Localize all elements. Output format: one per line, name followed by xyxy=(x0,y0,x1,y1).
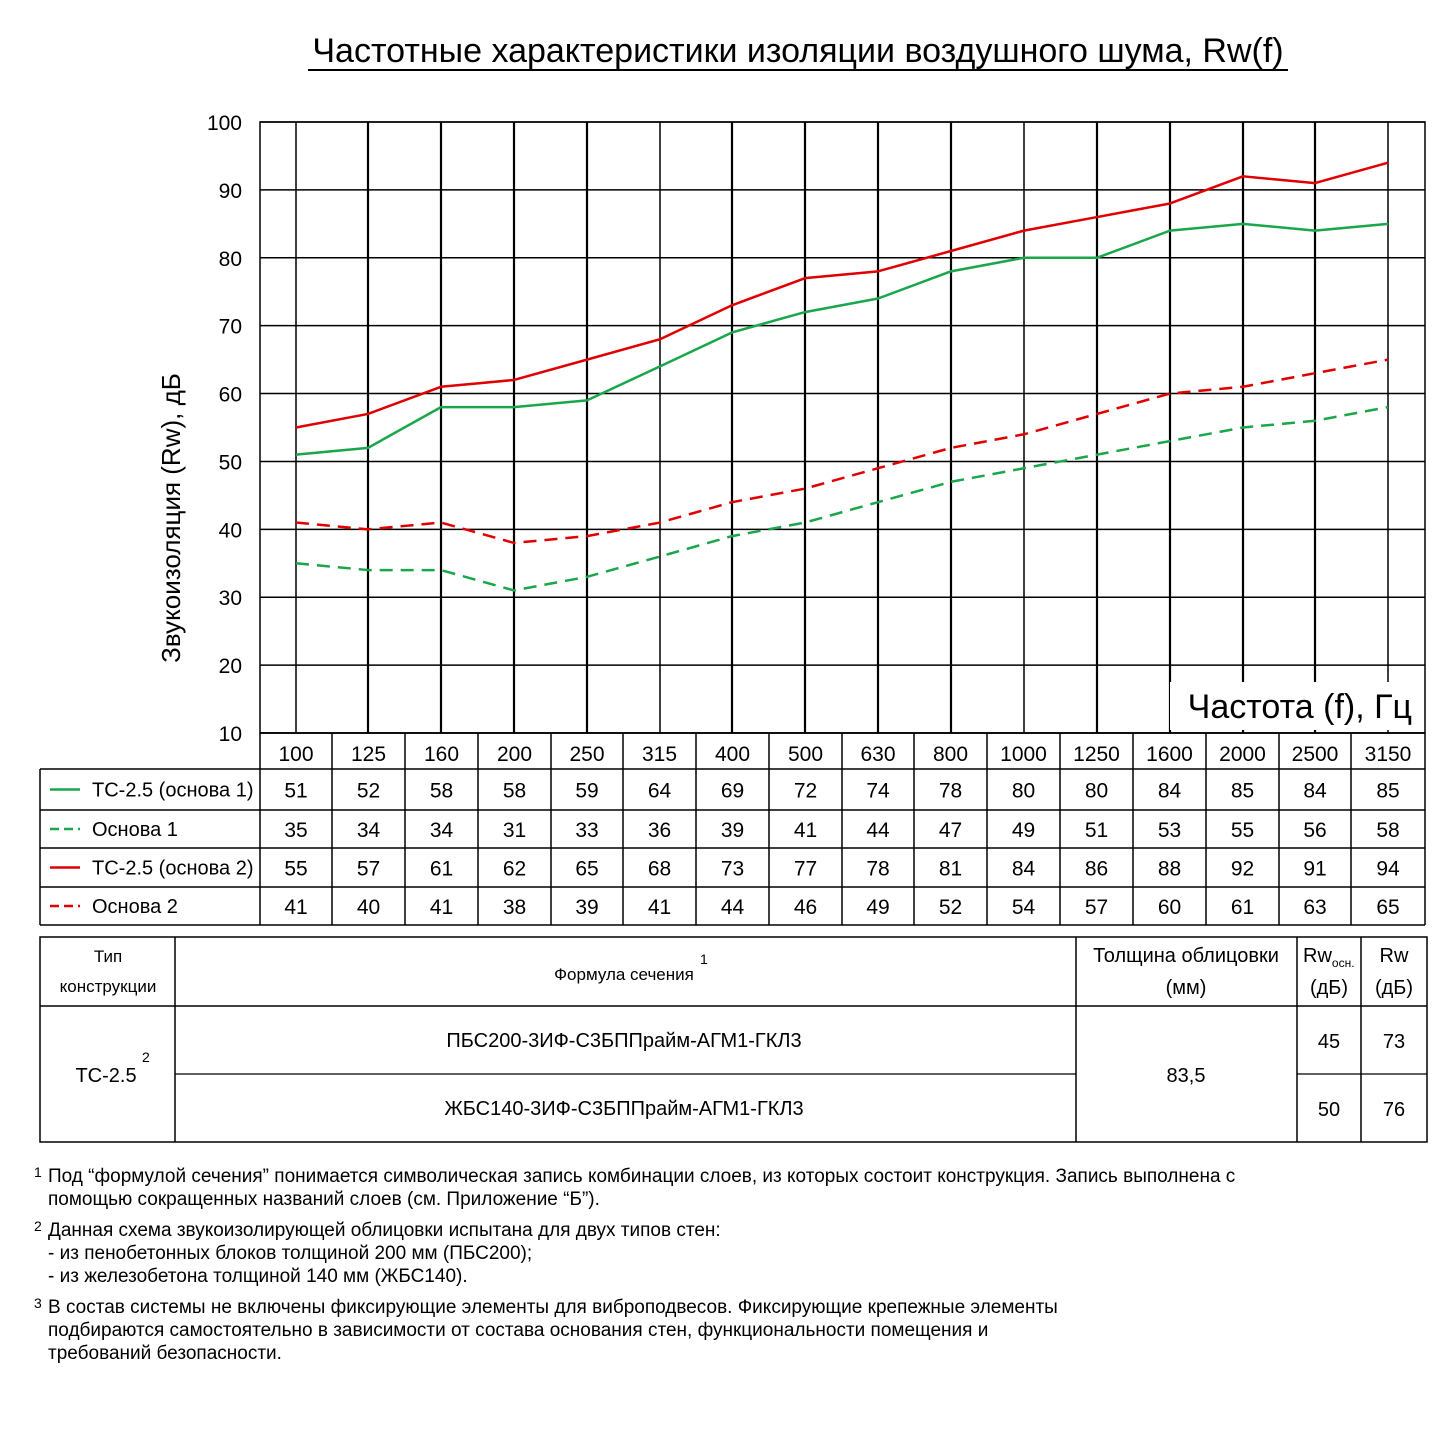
x-tick-label: 500 xyxy=(787,743,824,766)
data-label: 39 xyxy=(575,896,599,919)
data-label: 53 xyxy=(1157,819,1182,842)
footnote-line: подбираются самостоятельно в зависимости от состава основания стен, функциональности помещения и xyxy=(48,1320,989,1341)
x-tick-label: 1600 xyxy=(1146,743,1193,766)
x-tick-label: 400 xyxy=(714,743,751,766)
data-label: 33 xyxy=(575,819,599,842)
data-label: 58 xyxy=(429,779,454,803)
footnote xyxy=(34,1296,1434,1365)
data-label: 61 xyxy=(429,857,454,881)
spec-header-formula: Формула сечения xyxy=(554,965,694,984)
footnote-marker: 3 xyxy=(34,1295,42,1311)
spec-row-rw: 76 xyxy=(1382,1099,1406,1121)
spec-header-formula-sup: 1 xyxy=(700,951,708,967)
data-table xyxy=(40,733,1425,925)
data-label: 57 xyxy=(1084,896,1109,919)
x-axis-label: Частота (f), Гц xyxy=(1187,688,1412,726)
x-tick-label: 250 xyxy=(569,743,605,766)
y-axis-ticks xyxy=(207,112,242,746)
data-label: 58 xyxy=(502,779,527,803)
data-label: 31 xyxy=(502,819,527,842)
data-label: 91 xyxy=(1303,857,1327,881)
data-label: 62 xyxy=(502,857,527,881)
legend-label: Основа 1 xyxy=(92,819,178,841)
data-label: 41 xyxy=(429,896,454,919)
data-label: 85 xyxy=(1376,779,1400,803)
data-label: 54 xyxy=(1011,896,1036,919)
footnote-line: - из пенобетонных блоков толщиной 200 мм (ПБС200); xyxy=(48,1243,533,1264)
data-label: 61 xyxy=(1230,896,1255,919)
data-label: 85 xyxy=(1230,779,1255,803)
x-tick-label: 315 xyxy=(641,743,678,766)
x-tick-label: 2500 xyxy=(1291,743,1339,766)
spec-header-rw-base-sub: осн. xyxy=(1331,956,1355,970)
x-tick-label: 2000 xyxy=(1219,743,1266,766)
y-tick-label: 50 xyxy=(218,451,242,475)
data-label: 41 xyxy=(793,819,818,842)
data-label: 81 xyxy=(938,857,963,881)
y-tick-label: 30 xyxy=(218,587,242,611)
spec-header-rw-base-main: Rw xyxy=(1303,945,1332,967)
series-line xyxy=(296,360,1388,543)
data-label: 39 xyxy=(720,819,745,842)
x-tick-label: 800 xyxy=(932,743,969,766)
x-tick-label: 125 xyxy=(350,743,387,766)
footnote-line: В состав системы не включены фиксирующие элементы для виброподвесов. Фиксирующие крепежные элементы xyxy=(48,1297,1058,1318)
x-tick-label: 200 xyxy=(496,743,533,766)
footnotes xyxy=(34,1165,1434,1373)
footnote-line: требований безопасности. xyxy=(48,1343,282,1364)
footnote-marker: 2 xyxy=(34,1218,42,1234)
data-label: 35 xyxy=(284,819,308,842)
footnote-line: помощью сокращенных названий слоев (см. Приложение “Б”). xyxy=(48,1189,600,1210)
data-label: 59 xyxy=(575,779,599,803)
spec-header-type: Тип xyxy=(93,947,123,966)
data-label: 68 xyxy=(647,857,672,881)
spec-header-rw-base-unit: (дБ) xyxy=(1309,977,1349,999)
footnote-marker: 1 xyxy=(34,1164,42,1180)
data-label: 94 xyxy=(1376,857,1400,881)
data-label: 84 xyxy=(1303,779,1327,803)
data-label: 52 xyxy=(356,779,381,803)
data-label: 36 xyxy=(647,819,672,842)
data-label: 77 xyxy=(793,857,818,881)
spec-row-rw-base: 50 xyxy=(1317,1099,1341,1121)
data-label: 64 xyxy=(647,779,672,803)
x-tick-label: 3150 xyxy=(1364,743,1412,766)
data-label: 41 xyxy=(647,896,672,919)
series-line xyxy=(296,407,1388,590)
x-tick-label: 1000 xyxy=(1000,743,1047,766)
y-tick-label: 90 xyxy=(218,179,242,203)
legend-label: ТС-2.5 (основа 1) xyxy=(92,779,254,802)
data-label: 56 xyxy=(1303,819,1327,842)
data-label: 72 xyxy=(793,779,818,803)
x-tick-label: 1250 xyxy=(1073,743,1120,766)
y-tick-label: 70 xyxy=(218,315,242,339)
footnote-line: Данная схема звукоизолирующей облицовки испытана для двух типов стен: xyxy=(48,1220,721,1241)
legend-label: ТС-2.5 (основа 2) xyxy=(92,857,254,880)
x-tick-label: 160 xyxy=(423,743,460,766)
data-label: 80 xyxy=(1011,779,1036,803)
y-tick-label: 60 xyxy=(218,383,242,407)
data-label: 47 xyxy=(938,819,963,842)
data-label: 65 xyxy=(1376,896,1400,919)
spec-row-formula: ПБС200-3ИФ-С3БППрайм-АГМ1-ГКЛ3 xyxy=(446,1030,802,1052)
data-label: 51 xyxy=(284,779,308,803)
data-label: 34 xyxy=(429,819,454,842)
spec-row-rw-base: 45 xyxy=(1317,1031,1341,1053)
data-label: 38 xyxy=(502,896,527,919)
data-label: 80 xyxy=(1084,779,1109,803)
data-label: 34 xyxy=(356,819,381,842)
spec-thickness-value: 83,5 xyxy=(1166,1065,1206,1087)
data-label: 51 xyxy=(1084,819,1109,842)
data-label: 52 xyxy=(938,896,963,919)
spec-header-type2: конструкции xyxy=(59,977,157,996)
legend-label: Основа 2 xyxy=(92,896,178,918)
x-tick-label: 630 xyxy=(860,743,896,766)
spec-header-thickness-unit: (мм) xyxy=(1165,977,1207,999)
spec-row-formula: ЖБС140-3ИФ-С3БППрайм-АГМ1-ГКЛ3 xyxy=(444,1098,804,1120)
data-label: 74 xyxy=(866,779,890,803)
y-tick-label: 100 xyxy=(206,112,242,135)
data-label: 49 xyxy=(866,896,890,919)
spec-row-rw: 73 xyxy=(1382,1031,1406,1053)
data-label: 41 xyxy=(284,896,308,919)
data-label: 49 xyxy=(1011,819,1036,842)
footnote-line: Под “формулой сечения” понимается символическая запись комбинации слоев, из которых состоит конструкция. Запись выполнена с xyxy=(48,1166,1236,1187)
chart-series xyxy=(296,163,1388,591)
data-label: 73 xyxy=(720,857,745,881)
footnote xyxy=(34,1219,1434,1288)
data-label: 69 xyxy=(720,779,745,803)
data-label: 40 xyxy=(356,896,381,919)
spec-type-sup: 2 xyxy=(142,1049,150,1065)
data-label: 46 xyxy=(793,896,818,919)
spec-header-thickness: Толщина облицовки xyxy=(1093,945,1279,967)
data-label: 86 xyxy=(1084,857,1109,881)
data-label: 84 xyxy=(1157,779,1182,803)
data-label: 84 xyxy=(1011,857,1036,881)
spec-header-rw-base xyxy=(1303,945,1355,970)
y-tick-label: 40 xyxy=(218,519,242,543)
spec-table xyxy=(40,937,1427,1142)
data-label: 44 xyxy=(866,819,890,842)
data-label: 92 xyxy=(1230,857,1255,881)
y-tick-label: 10 xyxy=(218,723,242,746)
spec-type-value: ТС-2.5 xyxy=(75,1065,137,1087)
data-label: 55 xyxy=(284,857,308,881)
spec-header-rw-unit: (дБ) xyxy=(1374,977,1414,999)
y-tick-label: 20 xyxy=(218,655,242,679)
footnote-line: - из железобетона толщиной 140 мм (ЖБС140). xyxy=(48,1266,468,1287)
chart-title: Частотные характеристики изоляции воздушного шума, Rw(f) xyxy=(312,32,1284,70)
y-tick-label: 80 xyxy=(218,247,242,271)
data-label: 55 xyxy=(1230,819,1255,842)
data-label: 60 xyxy=(1157,896,1182,919)
data-label: 44 xyxy=(720,896,745,919)
footnote xyxy=(34,1165,1434,1211)
data-label: 78 xyxy=(938,779,963,803)
data-label: 65 xyxy=(575,857,599,881)
data-label: 78 xyxy=(866,857,890,881)
data-label: 88 xyxy=(1157,857,1182,881)
data-label: 63 xyxy=(1303,896,1327,919)
y-axis-label: Звукоизоляция (Rw), дБ xyxy=(156,373,186,663)
spec-header-rw: Rw xyxy=(1379,945,1409,967)
data-label: 58 xyxy=(1376,819,1400,842)
x-tick-label: 100 xyxy=(278,743,314,766)
data-label: 57 xyxy=(356,857,381,881)
